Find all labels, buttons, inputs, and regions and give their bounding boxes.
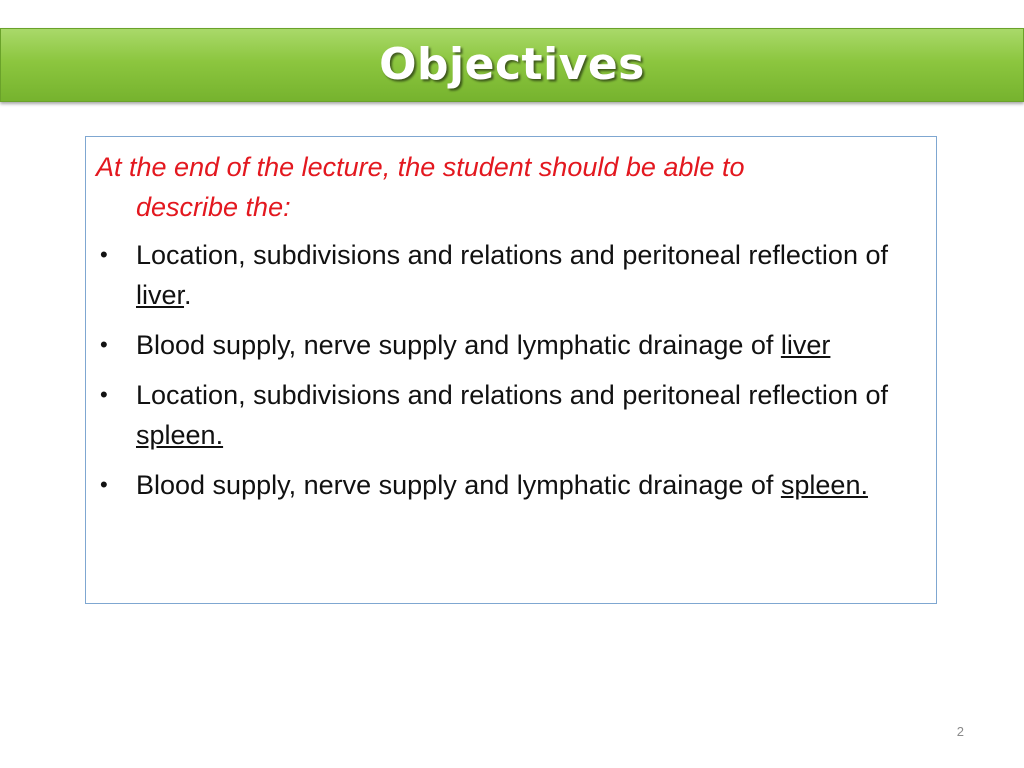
list-item-text: Blood supply, nerve supply and lymphatic drainage of xyxy=(136,330,781,360)
list-item xyxy=(96,465,896,505)
objectives-box xyxy=(85,136,937,604)
list-item-underlined: spleen. xyxy=(780,470,868,500)
page-number: 2 xyxy=(956,724,964,739)
list-item-text: Location, subdivisions and relations and peritoneal reflection of xyxy=(136,380,888,410)
intro-text xyxy=(96,147,876,227)
title-banner xyxy=(0,28,1024,102)
bullet-icon: • xyxy=(100,472,108,497)
intro-line-1: At the end of the lecture, the student should be able to xyxy=(96,152,745,182)
list-item-underlined: liver xyxy=(780,330,831,360)
bullet-icon: • xyxy=(100,242,108,267)
list-item xyxy=(96,375,896,455)
objectives-list xyxy=(96,235,896,515)
bullet-icon: • xyxy=(100,382,108,407)
bullet-icon: • xyxy=(100,332,108,357)
list-item xyxy=(96,235,896,315)
list-item-text: Blood supply, nerve supply and lymphatic drainage of xyxy=(136,470,781,500)
intro-line-2: describe the: xyxy=(136,192,291,222)
list-item-underlined: liver xyxy=(136,280,185,310)
list-item-text: Location, subdivisions and relations and peritoneal reflection of xyxy=(136,240,888,270)
slide-title: Objectives xyxy=(379,39,645,90)
list-item-underlined: spleen. xyxy=(136,420,224,450)
list-item xyxy=(96,325,896,365)
list-item-after: . xyxy=(184,280,192,310)
